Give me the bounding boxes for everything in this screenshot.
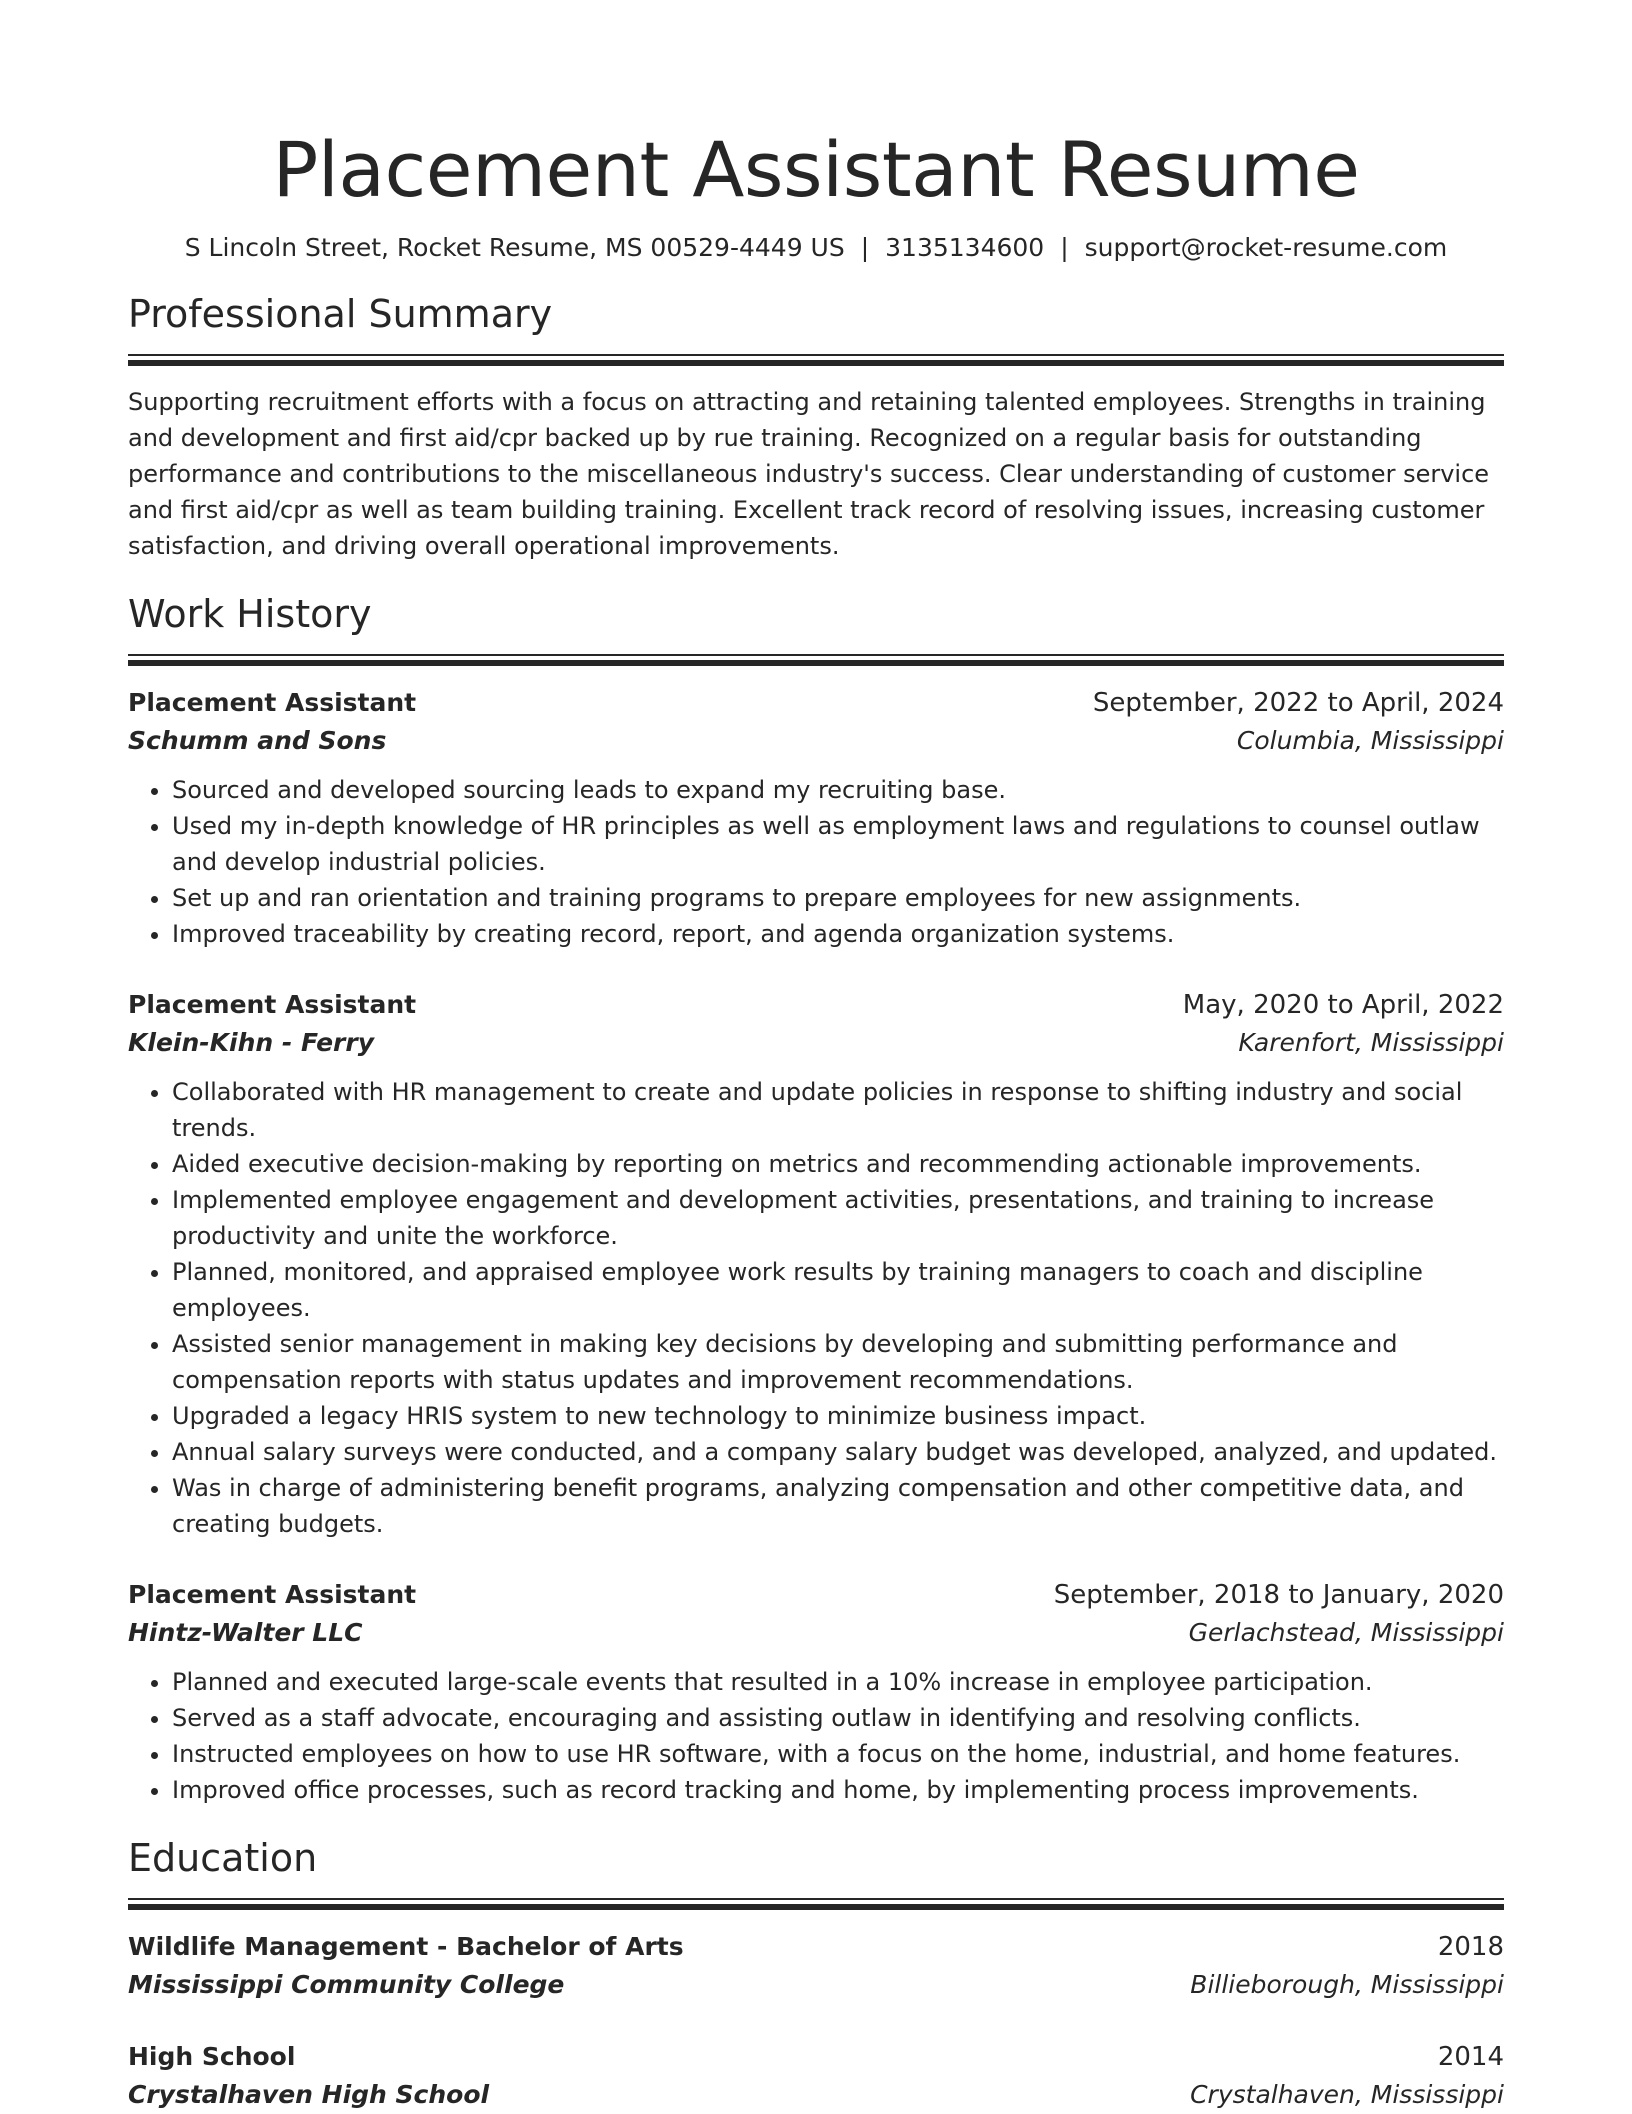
section-divider <box>128 1898 1504 1910</box>
bullet-item: • Improved traceability by creating record, report, and agenda organization systems. <box>172 916 1504 952</box>
job-bullets <box>128 1074 1504 1542</box>
bullet-item: • Upgraded a legacy HRIS system to new technology to minimize business impact. <box>172 1398 1504 1434</box>
job-role: Placement Assistant <box>128 1580 417 1609</box>
job-company: Hintz-Walter LLC <box>128 1618 363 1647</box>
job-entry <box>128 1576 1504 1808</box>
job-location: Columbia, Mississippi <box>1236 726 1504 755</box>
bullet-item: • Used my in-depth knowledge of HR principles as well as employment laws and regulations to counsel outlaw and develop industrial policies. <box>172 808 1504 880</box>
job-dates: September, 2018 to January, 2020 <box>1053 1580 1504 1610</box>
education-entry <box>128 1928 1504 2004</box>
work-history-section <box>128 588 1504 1808</box>
education-school: Mississippi Community College <box>128 1970 565 1999</box>
education-year: 2014 <box>1437 2042 1504 2072</box>
job-company: Schumm and Sons <box>128 726 387 755</box>
job-location: Gerlachstead, Mississippi <box>1188 1618 1504 1647</box>
contact-separator: | <box>860 233 870 262</box>
education-degree: Wildlife Management - Bachelor of Arts <box>128 1932 684 1961</box>
resume-title: Placement Assistant Resume <box>272 125 1360 214</box>
job-bullets <box>128 772 1504 952</box>
job-dates: May, 2020 to April, 2022 <box>1182 990 1504 1020</box>
resume-page <box>128 0 1504 2114</box>
bullet-item: • Annual salary surveys were conducted, and a company salary budget was developed, analyzed, and updated. <box>172 1434 1504 1470</box>
bullet-item: • Set up and ran orientation and training programs to prepare employees for new assignments. <box>172 880 1504 916</box>
job-role: Placement Assistant <box>128 990 417 1019</box>
bullet-item: • Collaborated with HR management to create and update policies in response to shifting industry and social trends. <box>172 1074 1504 1146</box>
bullet-item: • Aided executive decision-making by reporting on metrics and recommending actionable improvements. <box>172 1146 1504 1182</box>
education-location: Billieborough, Mississippi <box>1190 1970 1504 1999</box>
section-divider <box>128 654 1504 666</box>
contact-separator: | <box>1060 233 1069 262</box>
job-entry <box>128 986 1504 1542</box>
education-header-row <box>128 2038 1504 2076</box>
summary-section <box>128 288 1504 564</box>
summary-heading: Professional Summary <box>128 292 553 336</box>
job-bullets <box>128 1664 1504 1808</box>
work-history-heading: Work History <box>128 592 372 636</box>
education-school: Crystalhaven High School <box>128 2080 490 2109</box>
job-company: Klein-Kihn - Ferry <box>128 1028 375 1057</box>
bullet-item: • Planned and executed large-scale events that resulted in a 10% increase in employee participation. <box>172 1664 1504 1700</box>
bullet-item: • Served as a staff advocate, encouraging and assisting outlaw in identifying and resolving conflicts. <box>172 1700 1504 1736</box>
job-subheader-row <box>128 1024 1504 1062</box>
education-location: Crystalhaven, Mississippi <box>1190 2080 1504 2109</box>
education-entry <box>128 2038 1504 2114</box>
job-header-row <box>128 684 1504 722</box>
bullet-item: • Assisted senior management in making key decisions by developing and submitting performance and compensation reports with status updates and improvement recommendations. <box>172 1326 1504 1398</box>
job-location: Karenfort, Mississippi <box>1238 1028 1504 1057</box>
education-heading: Education <box>128 1836 318 1880</box>
job-header-row <box>128 986 1504 1024</box>
education-subheader-row <box>128 2076 1504 2114</box>
bullet-item: • Instructed employees on how to use HR software, with a focus on the home, industrial, and home features. <box>172 1736 1504 1772</box>
section-divider <box>128 354 1504 366</box>
contact-phone: 3135134600 <box>885 233 1045 262</box>
job-subheader-row <box>128 1614 1504 1652</box>
bullet-item: • Implemented employee engagement and development activities, presentations, and training to increase productivity and unite the workforce. <box>172 1182 1504 1254</box>
education-section <box>128 1832 1504 2114</box>
bullet-item: • Was in charge of administering benefit programs, analyzing compensation and other competitive data, and creating budgets. <box>172 1470 1504 1542</box>
summary-text: Supporting recruitment efforts with a focus on attracting and retaining talented employees. Strengths in training and development and first aid/cpr backed up by rue training. Recognized on a regular basis for outstanding performance and contributions to the miscellaneous industry's success. Clear understanding of customer service and first aid/cpr as well as team building training. Excellent track record of resolving issues, increasing customer satisfaction, and driving overall operational improvements. <box>128 388 1490 560</box>
bullet-item: • Planned, monitored, and appraised employee work results by training managers to coach and discipline employees. <box>172 1254 1504 1326</box>
bullet-item: • Improved office processes, such as record tracking and home, by implementing process improvements. <box>172 1772 1504 1808</box>
education-degree: High School <box>128 2042 296 2071</box>
education-subheader-row <box>128 1966 1504 2004</box>
job-entry <box>128 684 1504 952</box>
contact-email: support@rocket-resume.com <box>1084 233 1448 262</box>
bullet-item: • Sourced and developed sourcing leads to expand my recruiting base. <box>172 772 1504 808</box>
education-header-row <box>128 1928 1504 1966</box>
job-header-row <box>128 1576 1504 1614</box>
contact-line <box>128 230 1504 266</box>
job-subheader-row <box>128 722 1504 760</box>
contact-address: S Lincoln Street, Rocket Resume, MS 00529-4449 US <box>184 233 845 262</box>
education-year: 2018 <box>1437 1932 1504 1962</box>
job-dates: September, 2022 to April, 2024 <box>1092 688 1504 718</box>
job-role: Placement Assistant <box>128 688 417 717</box>
